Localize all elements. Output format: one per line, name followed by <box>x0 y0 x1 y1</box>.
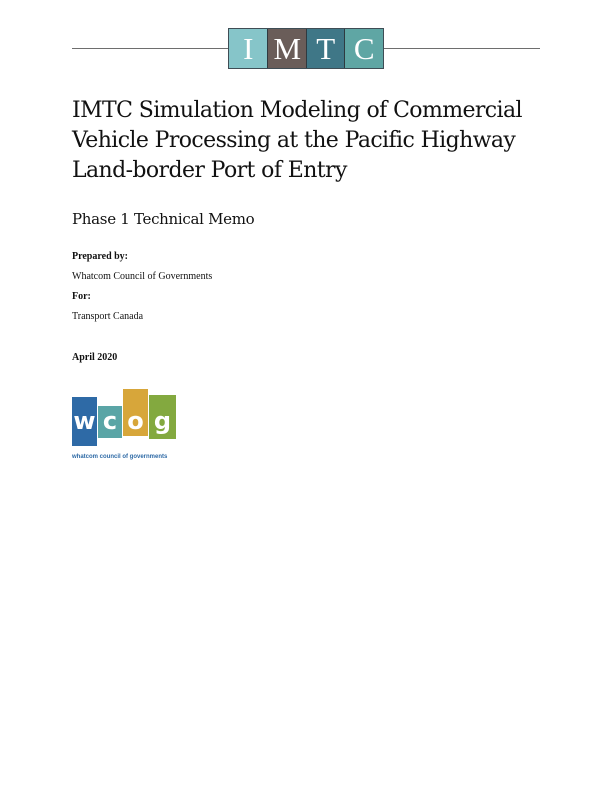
document-title: IMTC Simulation Modeling of Commercial Vehicle Processing at the Pacific Highway Land-border Port of Entry <box>72 98 522 183</box>
header-rule-left <box>72 48 228 49</box>
imtc-logo <box>228 28 384 69</box>
wcog-letter-w: w <box>73 407 96 435</box>
imtc-logo-letter-t: T <box>306 29 345 68</box>
wcog-tagline: whatcom council of governments <box>72 454 168 460</box>
document-subtitle: Phase 1 Technical Memo <box>72 210 255 228</box>
header-rule-right <box>384 48 540 49</box>
for-label: For: <box>72 291 91 302</box>
wcog-letter-c: c <box>102 407 118 435</box>
for-value: Transport Canada <box>72 311 144 322</box>
document-date: April 2020 <box>72 352 118 363</box>
imtc-logo-letter-m: M <box>267 29 306 68</box>
imtc-logo-letter-c: C <box>344 29 383 68</box>
prepared-by-value: Whatcom Council of Governments <box>72 271 213 282</box>
prepared-by-label: Prepared by: <box>72 251 129 262</box>
wcog-logo <box>72 389 176 463</box>
imtc-logo-letter-i: I <box>229 29 267 68</box>
wcog-letter-g: g <box>153 407 172 435</box>
wcog-letter-o: o <box>127 407 144 435</box>
